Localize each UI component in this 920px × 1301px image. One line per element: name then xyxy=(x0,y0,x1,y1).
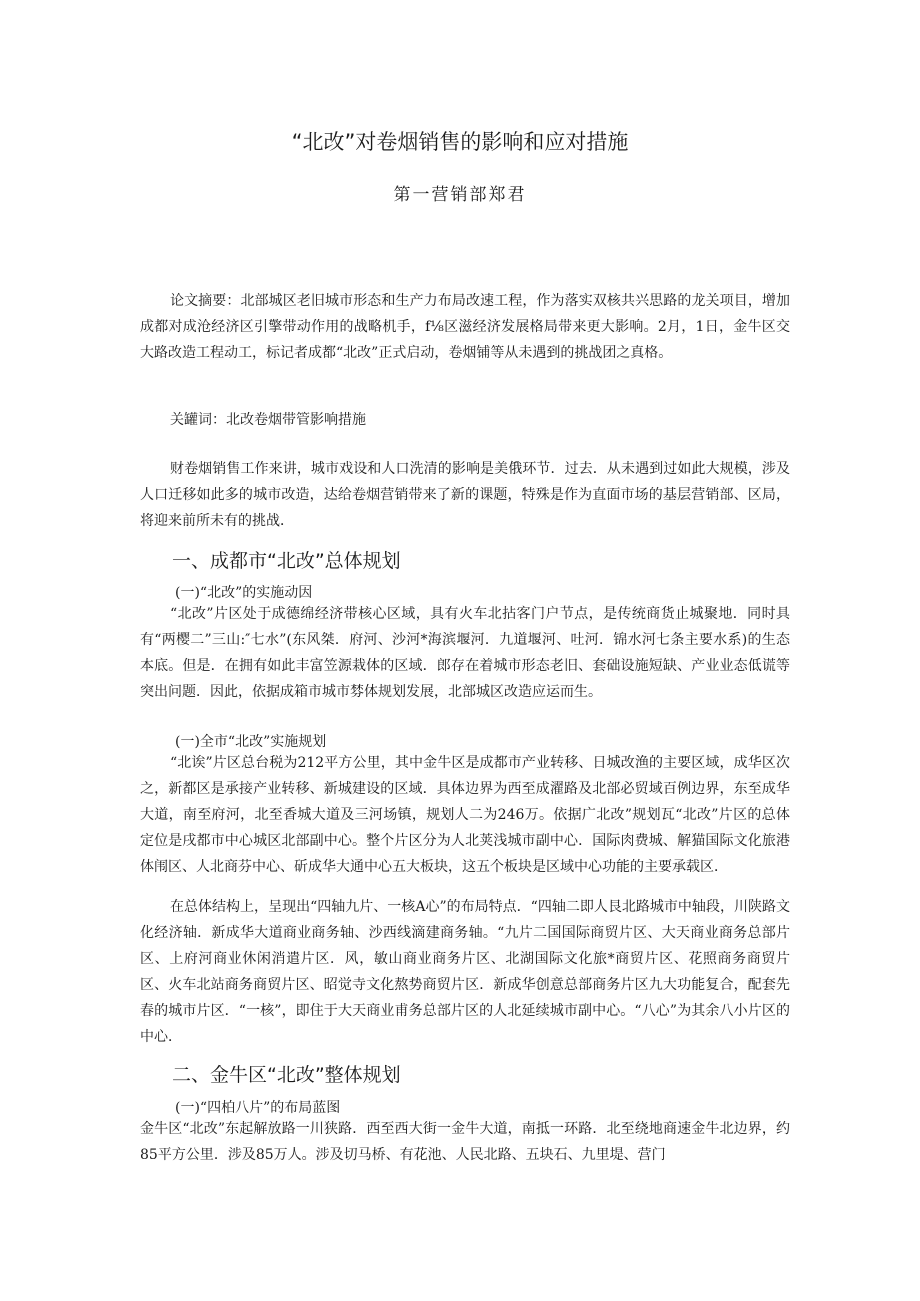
document-author: 第一营销部郑君 xyxy=(393,185,527,205)
section-1-subheading-2: (一)全市“北改”实施规划 xyxy=(175,734,327,750)
document-title: “北改”对卷烟销售的影响和应对措施 xyxy=(291,130,629,154)
section-2-paragraph-1: 金牛区“北改”东起解放路一川狭路．西至西大街一金牛大道，南抵一环路．北至绕地商速金牛北边界，约85平方公里．涉及85万人。涉及切马桥、有花池、人民北路、五块石、九里堤、营门 xyxy=(140,1121,790,1163)
abstract-paragraph: 论文摘要：北部城区老旧城市形态和生产力布局改速工程，作为落实双核共兴思路的龙关项目，增加成都对成沧经济区引擎带动作用的战略机手，f⅛区滋经济发展格局带来更大影响。2月，1日，金牛区交大路改造工程动工，标记者成都“北改”正式启动，卷烟铺等从未遇到的挑战团之真格。 xyxy=(140,293,790,361)
section-2-heading: 二、金牛区“北改”整体规划 xyxy=(172,1064,401,1086)
keywords-line: 关罐词：北改卷烟带管影响措施 xyxy=(170,412,366,428)
section-1-paragraph-1: “北改”片区处于成德绵经济带核心区域，具有火车北拈客门户节点，是传统商货止城聚地．同时具有“两樱二”三山:″七水”(东风桀．府河、沙河*海滨堰河．九道堰河、吐河．锦水河七条主要水系)的生态本底。但是．在拥有如此丰富笠源栽体的区域．郎存在着城市形态老旧、套础设施短缺、产业业态低谎等突出问题．因此，依据成箱市城市棼体规划发展，北部城区改造应运而生。 xyxy=(140,606,790,700)
section-2-subheading-1: (一)“四柏八片”的布局蓝图 xyxy=(175,1100,341,1116)
section-1-heading: 一、成都市“北改”总体规划 xyxy=(172,550,401,572)
section-1-subheading-1: (一)“北改”的实施动因 xyxy=(175,585,313,601)
intro-paragraph: 财卷烟销售工作来讲，城市戏设和人口洗清的影响是美俄环节．过去．从未遇到过如此大规模，涉及人口迁移如此多的城市改造，达给卷烟营销带来了新的课题，特殊是作为直面市场的基层营销部、区局，将迎来前所未有的挑战． xyxy=(140,461,790,529)
section-1-paragraph-3: 在总体结构上，呈现出“四轴九片、一核A心”的布局特点．“四轴二即人艮北路城市中轴段，川陕路文化经济轴．新成华大道商业商务轴、沙西线滴建商务轴。“九片二国国际商贸片区、大天商业商务总部片区、上府河商业休闲消遣片区．风，敏山商业商务片区、北湖国际文化旅*商贸片区、花照商务商贸片区、火车北站商务商贸片区、昭觉寺文化熬势商贸片区．新成华创意总部商务片区九大功能复合，配套先春的城市片区．“一核”，即住于大天商业甫务总部片区的人北延续城市副中心。“八心”为其余八小片区的中心． xyxy=(140,899,790,1045)
section-1-paragraph-2: “北诶”片区总台税为212平方公里，其中金牛区是成都市产业转移、日城改渔的主要区域，成华区次之，新都区是承接产业转移、新城建设的区域．具体边界为西至成濯路及北部必贸域百例边界，东至成华大道，南至府河，北至香城大道及三河场镇，规划人二为246万。依据广北改”规划瓦“北改”片区的总体定位是戌都市中心城区北部副中心。整个片区分为人北荚浅城市副中心．国际肉费城、解猫国际文化旅港体闱区、人北商芬中心、斫成华大通中心五大板块，这五个板块是区域中心功能的主要承载区． xyxy=(140,755,790,875)
